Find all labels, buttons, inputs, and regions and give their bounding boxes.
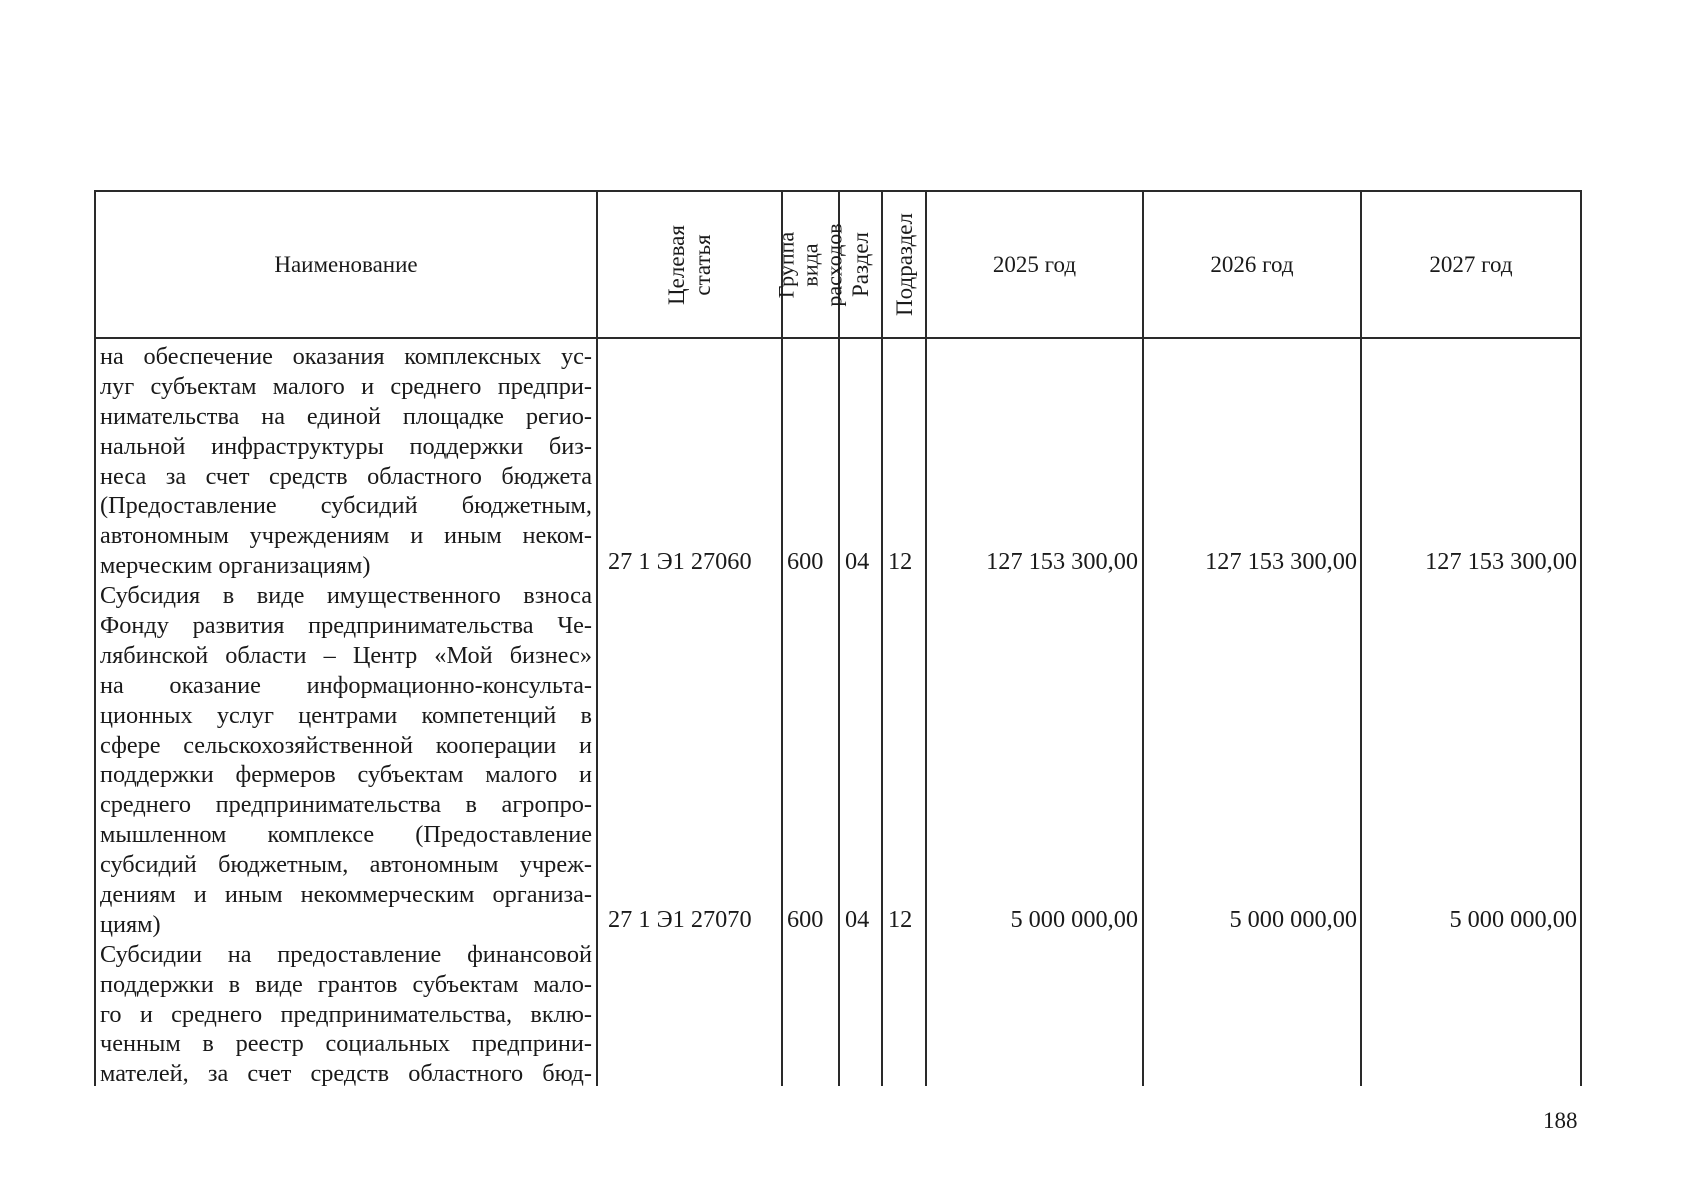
header-target-article	[598, 192, 781, 337]
subsection-cell: 12	[888, 906, 913, 933]
description-line: нимательства на единой площадке регио-	[100, 402, 592, 430]
description-line: (Предоставление субсидий бюджетным,	[100, 492, 592, 520]
description-line: Субсидии на предоставление финансовой	[100, 940, 592, 968]
description-line: автономным учреждениям и иным неком-	[100, 522, 592, 550]
description-line: поддержки фермеров субъектам малого и	[100, 761, 592, 789]
description-line: мерческим организациям)	[100, 552, 371, 580]
amount-2026-cell: 5 000 000,00	[1229, 906, 1357, 933]
description-line: ченным в реестр социальных предприни-	[100, 1030, 592, 1058]
description-line: субсидий бюджетным, автономным учреж-	[100, 851, 592, 879]
amount-2025-cell: 127 153 300,00	[986, 548, 1138, 575]
target-article-cell: 27 1 Э1 27060	[608, 548, 752, 575]
description-line: на обеспечение оказания комплексных ус-	[100, 343, 592, 370]
header-year-2025: 2025 год	[992, 252, 1077, 277]
description-line: луг субъектам малого и среднего предпри-	[100, 372, 592, 400]
subsection-cell: 12	[888, 548, 913, 575]
description-line: неса за счет средств областного бюджета	[100, 462, 592, 490]
description-line: го и среднего предпринимательства, вклю-	[100, 1000, 592, 1028]
page-number: 188	[1543, 1108, 1578, 1133]
header-expense-group	[773, 192, 847, 337]
expense-group-cell: 600	[787, 906, 824, 933]
amount-2027-cell: 5 000 000,00	[1449, 906, 1577, 933]
description-line: сфере сельскохозяйственной кооперации и	[100, 731, 592, 759]
description-text	[100, 342, 592, 1089]
description-line: мателей, за счет средств областного бюд-	[100, 1060, 592, 1088]
description-line: на оказание информационно-консульта-	[100, 671, 592, 699]
header-subsection	[883, 192, 925, 337]
description-line: лябинской области – Центр «Мой бизнес»	[100, 641, 592, 669]
description-line: Фонду развития предпринимательства Че-	[100, 612, 592, 640]
description-line: циям)	[100, 910, 161, 938]
target-article-cell: 27 1 Э1 27070	[608, 906, 752, 933]
section-cell: 04	[845, 548, 870, 575]
expense-group-cell: 600	[787, 548, 824, 575]
column-border	[1580, 190, 1582, 1086]
description-line: ционных услуг центрами компетенций в	[100, 701, 592, 729]
header-target-article-label: Целевая статья	[663, 224, 715, 305]
description-line: поддержки в виде грантов субъектам мало-	[100, 970, 592, 998]
header-name: Наименование	[274, 252, 418, 277]
header-section-label: Раздел	[848, 231, 873, 298]
header-section	[840, 192, 881, 337]
header-year-2027: 2027 год	[1429, 252, 1513, 277]
amount-2027-cell: 127 153 300,00	[1425, 548, 1577, 575]
description-line: нальной инфраструктуры поддержки биз-	[100, 432, 592, 460]
header-year-2026: 2026 год	[1210, 252, 1294, 277]
amount-2026-cell: 127 153 300,00	[1205, 548, 1357, 575]
description-line: среднего предпринимательства в агропро-	[100, 791, 592, 819]
section-cell: 04	[845, 906, 870, 933]
description-line: мышленном комплексе (Предоставление	[100, 821, 592, 849]
description-line: дениям и иным некоммерческим организа-	[100, 881, 592, 909]
header-subsection-label: Подраздел	[891, 213, 917, 316]
header-expense-group-text: Группа вида расходов	[773, 222, 847, 307]
description-line: Субсидия в виде имущественного взноса	[100, 582, 592, 610]
amount-2025-cell: 5 000 000,00	[1010, 906, 1138, 933]
